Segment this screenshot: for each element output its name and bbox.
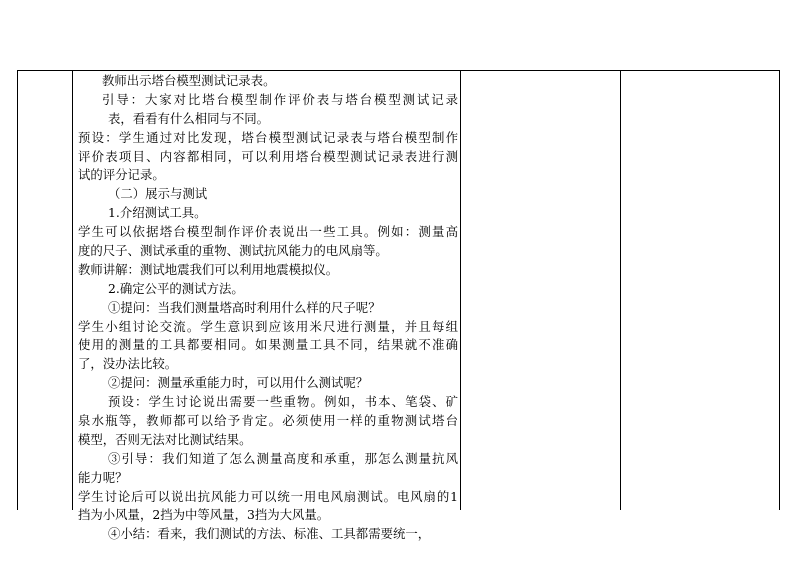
section-heading: （二）展示与测试 — [108, 186, 208, 202]
text-line: ③引导：我们知道了怎么测量高度和承重，那怎么测量抗风 — [108, 450, 458, 466]
text-line: 教师出示塔台模型测试记录表。 — [102, 73, 276, 88]
table-right-border — [779, 70, 780, 510]
text-line: 预设：学生讨论说出需要一些重物。例如，书本、笔袋、矿 — [108, 394, 458, 410]
text-line: 引导：大家对比塔台模型制作评价表与塔台模型测试记录 — [102, 91, 458, 107]
text-line: 评价表项目、内容都相同，可以利用塔台模型测试记录表进行测 — [78, 148, 458, 164]
text-line: 表，看看有什么相同与不同。 — [108, 110, 270, 126]
text-line: 使用的测量的工具都要相同。如果测量工具不同，结果就不准确 — [78, 337, 458, 353]
text-line: 了，没办法比较。 — [78, 356, 178, 372]
text-line: ②提问：测量承重能力时，可以用什么测试呢？ — [108, 375, 369, 391]
table-top-border — [17, 70, 780, 71]
column-divider-2 — [460, 70, 461, 510]
text-line: 试的评分记录。 — [78, 167, 165, 183]
text-line: 学生小组讨论交流。学生意识到应该用米尺进行测量，并且每组 — [78, 318, 458, 334]
text-line: 能力呢？ — [78, 469, 128, 485]
table-left-border — [17, 70, 18, 510]
text-line: 度的尺子、测试承重的重物、测试抗风能力的电风扇等。 — [78, 243, 388, 259]
text-line: 2.确定公平的测试方法。 — [108, 280, 244, 296]
text-line: ①提问：当我们测量塔高时利用什么样的尺子呢？ — [108, 299, 381, 315]
text-line: 泉水瓶等，教师都可以给予肯定。必须使用一样的重物测试塔台 — [78, 413, 458, 429]
column-divider-1 — [72, 70, 73, 510]
teaching-activity-cell — [78, 72, 458, 544]
text-line: 模型，否则无法对比测试结果。 — [78, 431, 252, 447]
text-line: ④小结：看来，我们测试的方法、标准、工具都需要统一， — [108, 526, 431, 542]
text-line: 1.介绍测试工具。 — [108, 205, 207, 221]
text-line: 教师讲解：测试地震我们可以利用地震模拟仪。 — [78, 261, 339, 277]
column-divider-3 — [620, 70, 621, 510]
text-line: 挡为小风量，2挡为中等风量，3挡为大风量。 — [78, 507, 330, 523]
text-line: 预设：学生通过对比发现，塔台模型测试记录表与塔台模型制作 — [78, 129, 458, 145]
text-line: 学生讨论后可以说出抗风能力可以统一用电风扇测试。电风扇的1 — [78, 488, 458, 504]
text-line: 学生可以依据塔台模型制作评价表说出一些工具。例如：测量高 — [78, 224, 458, 240]
